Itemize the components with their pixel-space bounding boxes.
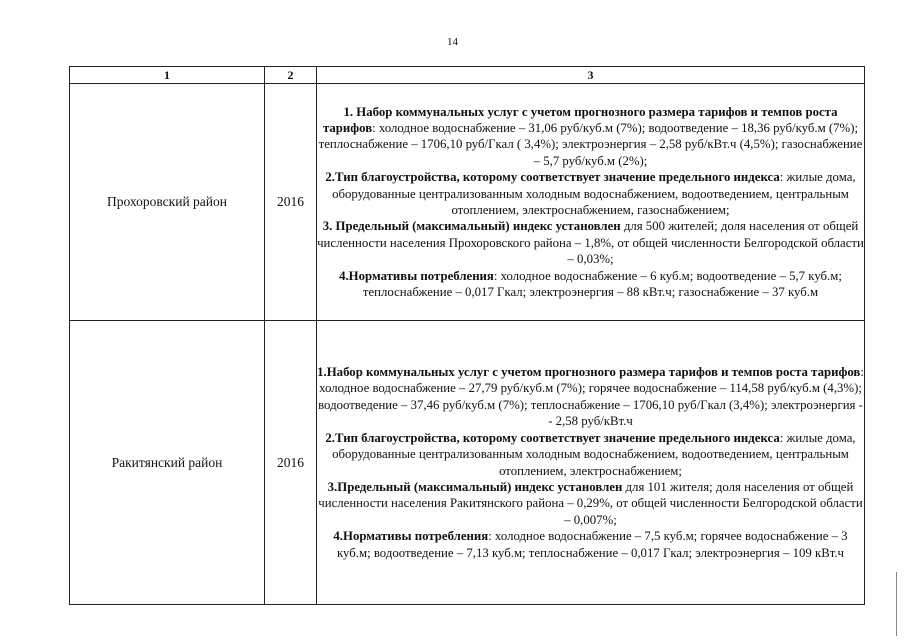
amenity-type-paragraph — [317, 169, 864, 218]
max-index-heading: 3. Предельный (максимальный) индекс установлен — [322, 219, 621, 234]
max-index-paragraph — [317, 218, 864, 267]
max-index-heading: 3.Предельный (максимальный) индекс установлен — [327, 479, 623, 494]
consumption-norms-heading: 4.Нормативы потребления — [339, 268, 494, 283]
max-index-text: для 101 жителя; доля населения от общей численности населения Ракитянского района – 0,29%, от общей численности Белгородской области – 0,007%; — [318, 479, 863, 527]
consumption-norms-paragraph — [317, 528, 864, 561]
tariff-table — [69, 66, 865, 605]
amenity-type-text: : жилые дома, оборудованные централизованным холодным водоснабжением, водоотведением, центральным отоплением, электроснабжением, газоснабжением; — [332, 170, 856, 217]
consumption-norms-heading: 4.Нормативы потребления — [333, 529, 489, 544]
table-row — [70, 321, 865, 605]
scan-edge-line — [896, 572, 897, 636]
details-cell — [317, 321, 865, 605]
services-heading: 1.Набор коммунальных услуг с учетом прогнозного размера тарифов и темпов роста тарифов — [317, 365, 861, 380]
district-cell: Ракитянский район — [70, 321, 265, 605]
column-header-3: 3 — [317, 67, 865, 84]
services-text: : холодное водоснабжение – 27,79 руб/куб.м (7%); горячее водоснабжение – 114,58 руб/куб.м (4,3%); водоотведение – 37,46 руб/куб.м (7%); теплоснабжение – 1706,10 руб/Гкал (3,4%); электроэнергия -- 2,58 руб/кВт.ч — [318, 365, 864, 429]
amenity-type-heading: 2.Тип благоустройства, которому соответствует значение предельного индекса — [325, 430, 780, 445]
services-heading: 1. Набор коммунальных услуг с учетом прогнозного размера тарифов и темпов роста тарифов — [322, 104, 838, 135]
max-index-paragraph — [317, 479, 864, 528]
year-cell: 2016 — [265, 321, 317, 605]
amenity-type-heading: 2.Тип благоустройства, которому соответствует значение предельного индекса — [325, 170, 780, 185]
services-paragraph — [317, 364, 864, 430]
services-text: : холодное водоснабжение – 31,06 руб/куб.м (7%); водоотведение – 18,36 руб/куб.м (7%); теплоснабжение – 1706,10 руб/Гкал ( 3,4%); электроэнергия – 2,58 руб/кВт.ч (4,5%); газоснабжение – 5,7 руб/куб.м (2%); — [318, 120, 863, 168]
consumption-norms-text: : холодное водоснабжение – 6 куб.м; водоотведение – 5,7 куб.м; теплоснабжение – 0,017 Гкал; электроэнергия – 88 кВт.ч; газоснабжение – 37 куб.м — [362, 268, 842, 300]
services-paragraph — [317, 104, 864, 170]
district-cell: Прохоровский район — [70, 84, 265, 321]
year-cell: 2016 — [265, 84, 317, 321]
column-header-2: 2 — [265, 67, 317, 84]
page-number: 14 — [447, 36, 458, 48]
details-cell — [317, 84, 865, 321]
amenity-type-text: : жилые дома, оборудованные централизованным холодным водоснабжением, водоотведением, центральным отоплением, электроснабжением; — [332, 430, 856, 478]
table-header-row — [70, 67, 865, 84]
consumption-norms-paragraph — [317, 268, 864, 301]
max-index-text: для 500 жителей; доля населения от общей численности населения Прохоровского района – 1,8%, от общей численности Белгородской области – 0,03%; — [317, 219, 864, 267]
amenity-type-paragraph — [317, 430, 864, 479]
column-header-1: 1 — [70, 67, 265, 84]
table-row — [70, 84, 865, 321]
consumption-norms-text: : холодное водоснабжение – 7,5 куб.м; горячее водоснабжение – 3 куб.м; водоотведение – 7,13 куб.м; теплоснабжение – 0,017 Гкал; электроэнергия – 109 кВт.ч — [337, 529, 848, 560]
